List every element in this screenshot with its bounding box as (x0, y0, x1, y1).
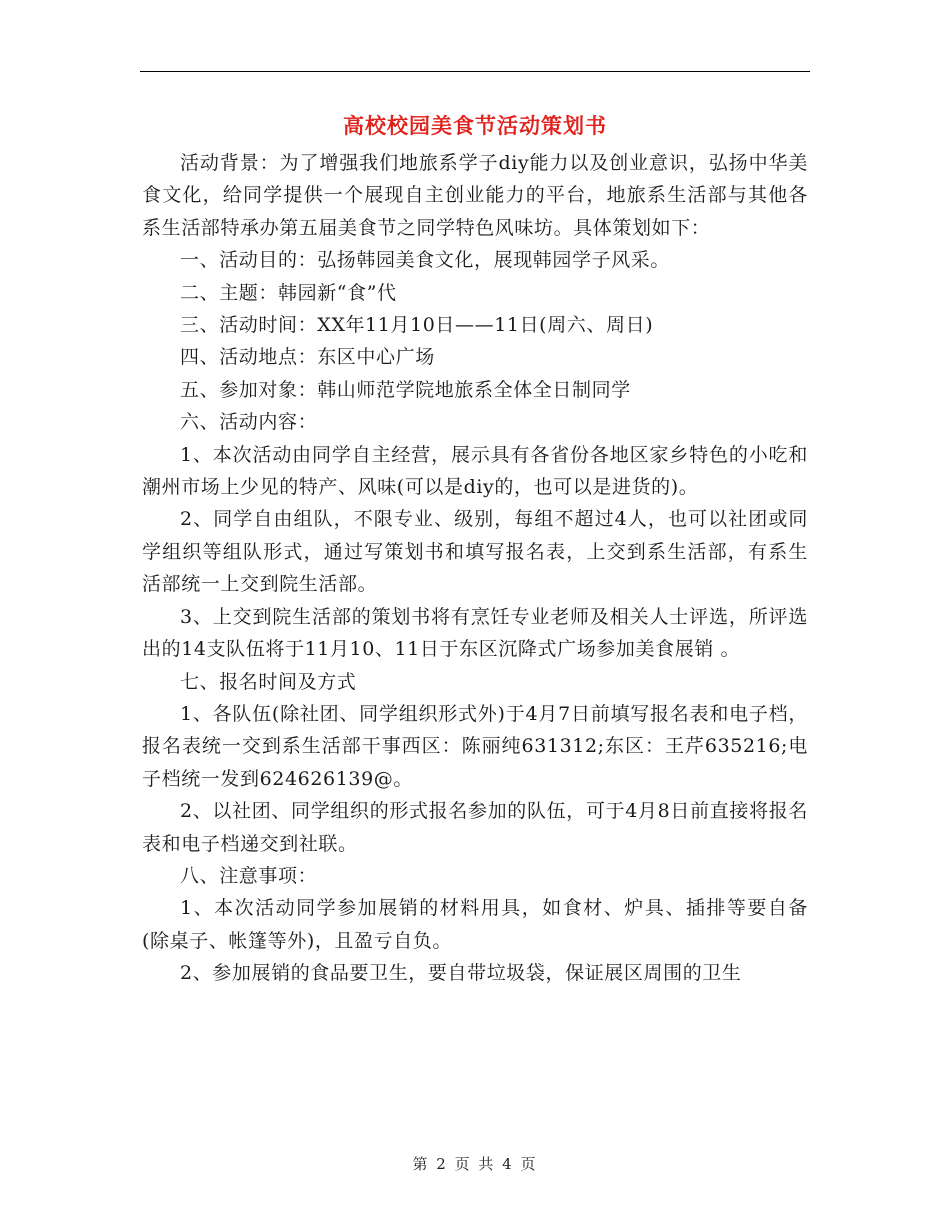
paragraph-time: 三、活动时间：XX年11月10日——11日(周六、周日) (180, 314, 654, 337)
paragraph-content-1: 1、本次活动由同学自主经营，展示具有各省份各地区家乡特色的小吃和潮州市场上少见的特产、风味(可以是diy的，也可以是进货的)。 (142, 443, 808, 499)
paragraph-notes-heading: 八、注意事项： (180, 864, 318, 887)
paragraph-registration-heading: 七、报名时间及方式 (180, 670, 357, 693)
paragraph-notes-1: 1、本次活动同学参加展销的材料用具，如食材、炉具、插排等要自备(除桌子、帐篷等外)，且盈亏自负。 (142, 897, 808, 952)
header-rule (140, 71, 810, 72)
paragraph-theme: 二、主题：韩园新“食”代 (180, 281, 397, 304)
paragraph-location: 四、活动地点：东区中心广场 (180, 346, 435, 369)
paragraph-content-heading: 六、活动内容： (180, 411, 318, 434)
paragraph-registration-2: 2、以社团、同学组织的形式报名参加的队伍，可于4月8日前直接将报名表和电子档递交到社联。 (142, 800, 808, 855)
paragraph-content-3: 3、上交到院生活部的策划书将有烹饪专业老师及相关人士评选，所评选出的14支队伍将于11月10、11日于东区沉降式广场参加美食展销 。 (142, 605, 808, 661)
paragraph-participants: 五、参加对象：韩山师范学院地旅系全体全日制同学 (180, 378, 631, 401)
paragraph-notes-2: 2、参加展销的食品要卫生，要自带垃圾袋，保证展区周围的卫生 (180, 962, 742, 985)
document-title: 高校校园美食节活动策划书 (343, 113, 607, 138)
document-body (142, 147, 808, 990)
paragraph-background: 活动背景：为了增强我们地旅系学子diy能力以及创业意识，弘扬中华美食文化，给同学提供一个展现自主创业能力的平台，地旅系生活部与其他各系生活部特承办第五届美食节之同学特色风味坊。具体策划如下： (142, 152, 808, 239)
paragraph-registration-1: 1、各队伍(除社团、同学组织形式外)于4月7日前填写报名表和电子档，报名表统一交到系生活部干事西区：陈丽纯631312;东区：王芹635216;电子档统一发到624626139@。 (142, 702, 808, 790)
page-number: 第 2 页 共 4 页 (412, 1155, 538, 1173)
paragraph-content-2: 2、同学自由组队，不限专业、级别，每组不超过4人，也可以社团或同学组织等组队形式，通过写策划书和填写报名表，上交到系生活部，有系生活部统一上交到院生活部。 (142, 508, 808, 596)
paragraph-purpose: 一、活动目的：弘扬韩园美食文化，展现韩园学子风采。 (180, 249, 671, 272)
